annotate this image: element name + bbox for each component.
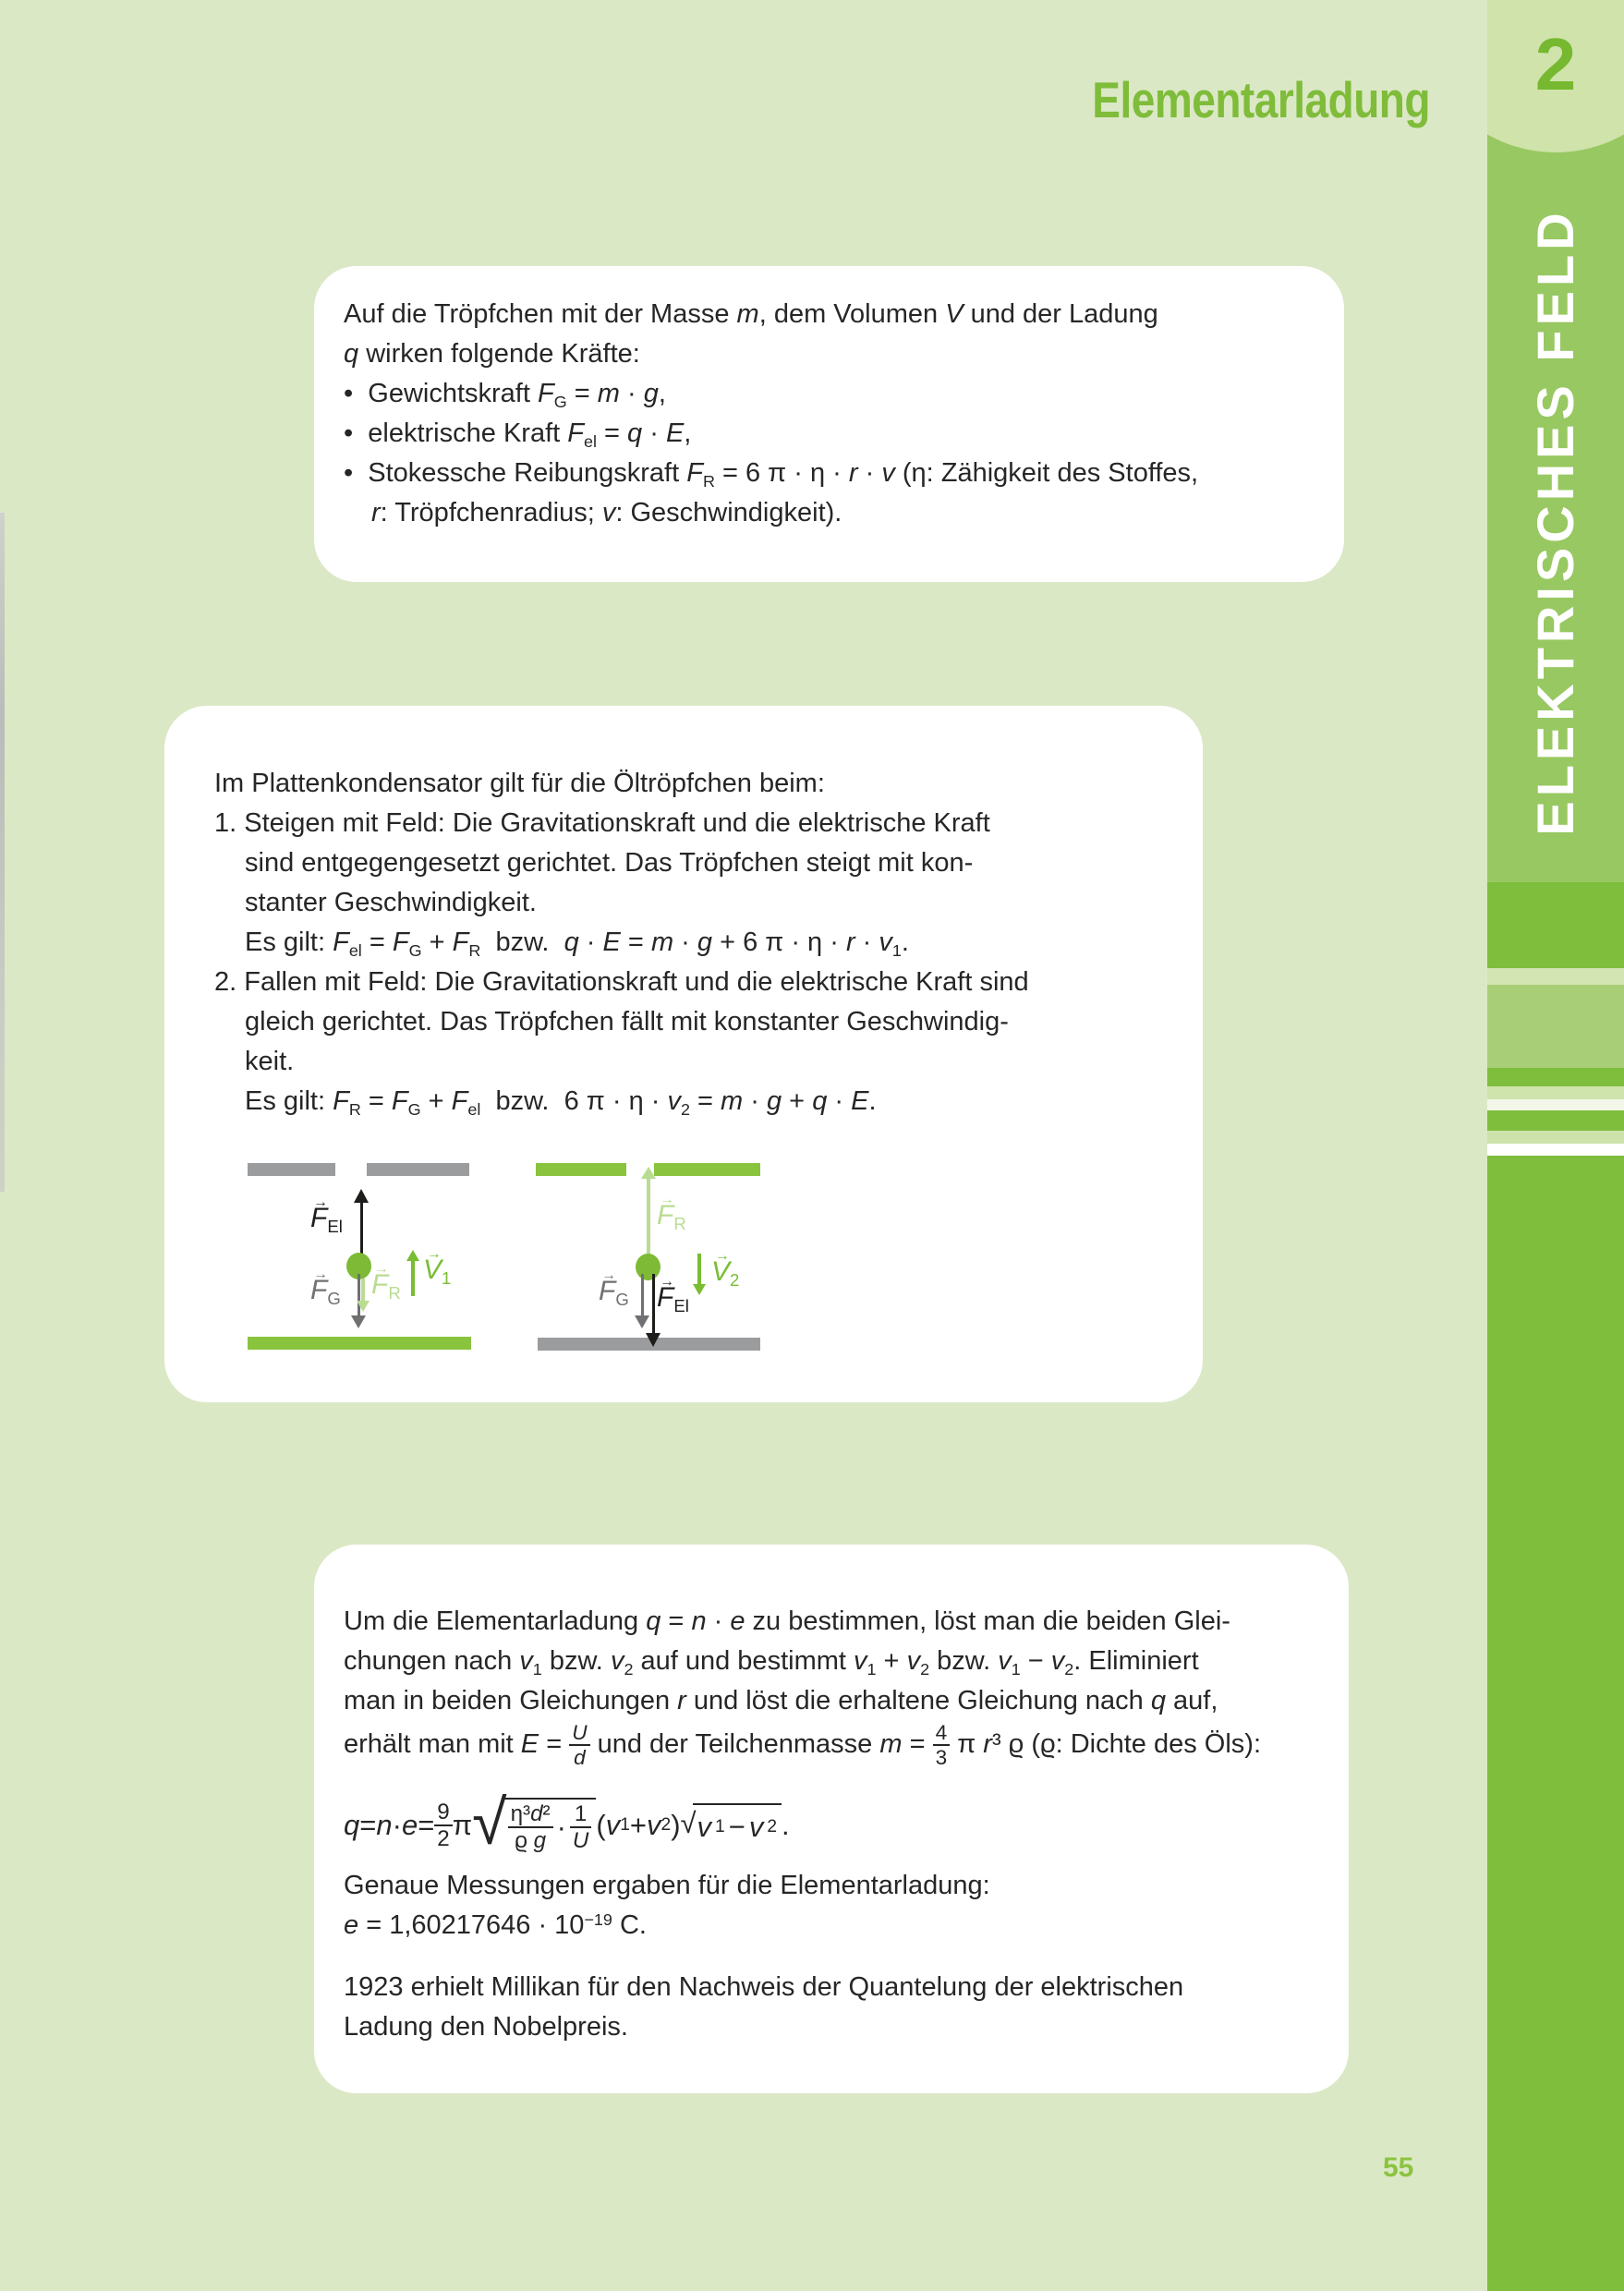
text-line: stanter Geschwindigkeit. (245, 888, 537, 917)
force-arrow-friction-up (641, 1167, 656, 1255)
text-line: q wirken folgende Kräfte: (344, 339, 640, 369)
page-title: Elementarladung (1092, 71, 1430, 128)
text-line: Es gilt: $F_{el} = F_G + F_R$ bzw. q · E = m · g + 6 $\pi \cdot \eta \cdot r \cdot v_1$. (245, 927, 909, 960)
label-f-el: $F \to_{El}$ (657, 1284, 689, 1312)
forces-text (344, 295, 1344, 533)
text-line: man in beiden Gleichungen r und löst die erhaltene Gleichung nach q auf, (344, 1686, 1218, 1715)
top-plate-left-segment (536, 1163, 626, 1176)
text-line: keit. (245, 1047, 295, 1076)
page-number: 55 (1383, 2152, 1414, 2183)
charge-formula: q = n · e = $\frac{9}{2}$ π √ $\frac{\text{η³d²}}{\text{ϱ g}}$ · $\frac{1}{U}$ ( v 1 + v 2 ) √ v 1 − v 2 . (344, 1787, 790, 1858)
text-line: 2. Fallen mit Feld: Die Gravitationskraft und die elektrische Kraft sind (214, 967, 1029, 997)
info-box-capacitor (164, 706, 1203, 1402)
text-line: Es gilt: $F_R = F_G + F_{el}$ bzw. 6 $\pi \cdot \eta \cdot v_2 = m \cdot g + q \cdot E$. (245, 1086, 877, 1119)
text-line: • Gewichtskraft $F_G = m \cdot g$, (344, 379, 666, 411)
sidebar-stripe (1487, 882, 1624, 968)
text-line: Ladung den Nobelpreis. (344, 2011, 628, 2042)
text-line: chungen nach $v_1$ bzw. $v_2$ auf und bestimmt $v_1 + v_2$ bzw. $v_1 - v_2$. Eliminiert (344, 1646, 1199, 1679)
measurement-text (344, 1866, 1349, 1946)
label-f-el: $F \to_{El}$ (310, 1205, 343, 1232)
sidebar-stripe (1487, 1131, 1624, 1144)
top-plate-right-segment (654, 1163, 760, 1176)
label-f-g: $F \to_G$ (310, 1277, 341, 1304)
velocity-arrow-up (406, 1250, 419, 1296)
text-line: $e = 1,60217646 \cdot 10^{-19}$ C. (344, 1909, 647, 1940)
text-line: sind entgegengesetzt gerichtet. Das Tröpfchen steigt mit kon- (245, 848, 974, 878)
scan-edge-strip (0, 513, 5, 1192)
text-line: Auf die Tröpfchen mit der Masse m, dem Volumen V und der Ladung (344, 299, 1158, 329)
label-f-r: $F \to_R$ (657, 1202, 686, 1230)
label-v2: $V \to_2$ (711, 1258, 739, 1286)
label-f-g: $F \to_G$ (599, 1278, 629, 1305)
elementary-charge-text (344, 1602, 1349, 1770)
sidebar-stripe (1487, 1156, 1624, 2291)
label-v1: $V \to_1$ (423, 1256, 451, 1284)
sidebar-stripe (1487, 1068, 1624, 1086)
capacitor-text (214, 764, 1203, 1121)
text-line: erhält man mit E = $\frac{U}{d}$ und der Teilchenmasse m = $\frac{4}{3}$ π r³ ϱ (ϱ: Dichte des Öls): (344, 1721, 1262, 1770)
chapter-vertical-label: ELEKTRISCHES FELD (1526, 208, 1584, 836)
text-line: • Stokessche Reibungskraft $F_R = 6$ π · η · r · v (η: Zähigkeit des Stoffes, (344, 458, 1199, 491)
text-line: gleich gerichtet. Das Tröpfchen fällt mit konstanter Geschwindig- (245, 1007, 1009, 1036)
sidebar-stripe (1487, 1110, 1624, 1131)
sidebar-stripe (1487, 1086, 1624, 1099)
bottom-plate (248, 1337, 471, 1350)
text-line: Im Plattenkondensator gilt für die Öltröpfchen beim: (214, 769, 825, 798)
info-box-elementary-charge (314, 1545, 1349, 2093)
sidebar-stripe (1487, 1099, 1624, 1110)
text-line: r: Tröpfchenradius; v: Geschwindigkeit). (371, 498, 842, 527)
sidebar-stripe (1487, 985, 1624, 1068)
chapter-sidebar (1487, 0, 1624, 2291)
text-line: Um die Elementarladung q = n · e zu bestimmen, löst man die beiden Glei- (344, 1606, 1230, 1636)
text-line: • elektrische Kraft $F_{el} = q \cdot E$, (344, 418, 692, 451)
nobel-text (344, 1968, 1349, 2047)
top-plate-right-segment (367, 1163, 469, 1176)
text-line: Genaue Messungen ergaben für die Elementarladung: (344, 1870, 990, 1900)
text-line: 1. Steigen mit Feld: Die Gravitationskraft und die elektrische Kraft (214, 808, 990, 838)
sidebar-stripe (1487, 968, 1624, 985)
top-plate-left-segment (248, 1163, 335, 1176)
velocity-arrow-down (693, 1254, 706, 1297)
sidebar-stripe (1487, 1144, 1624, 1156)
chapter-number: 2 (1534, 23, 1577, 105)
info-box-forces (314, 266, 1344, 582)
force-arrow-friction-down (357, 1279, 370, 1312)
text-line: 1923 erhielt Millikan für den Nachweis der Quantelung der elektrischen (344, 1971, 1184, 2002)
label-f-r: $F \to_R$ (371, 1271, 401, 1299)
